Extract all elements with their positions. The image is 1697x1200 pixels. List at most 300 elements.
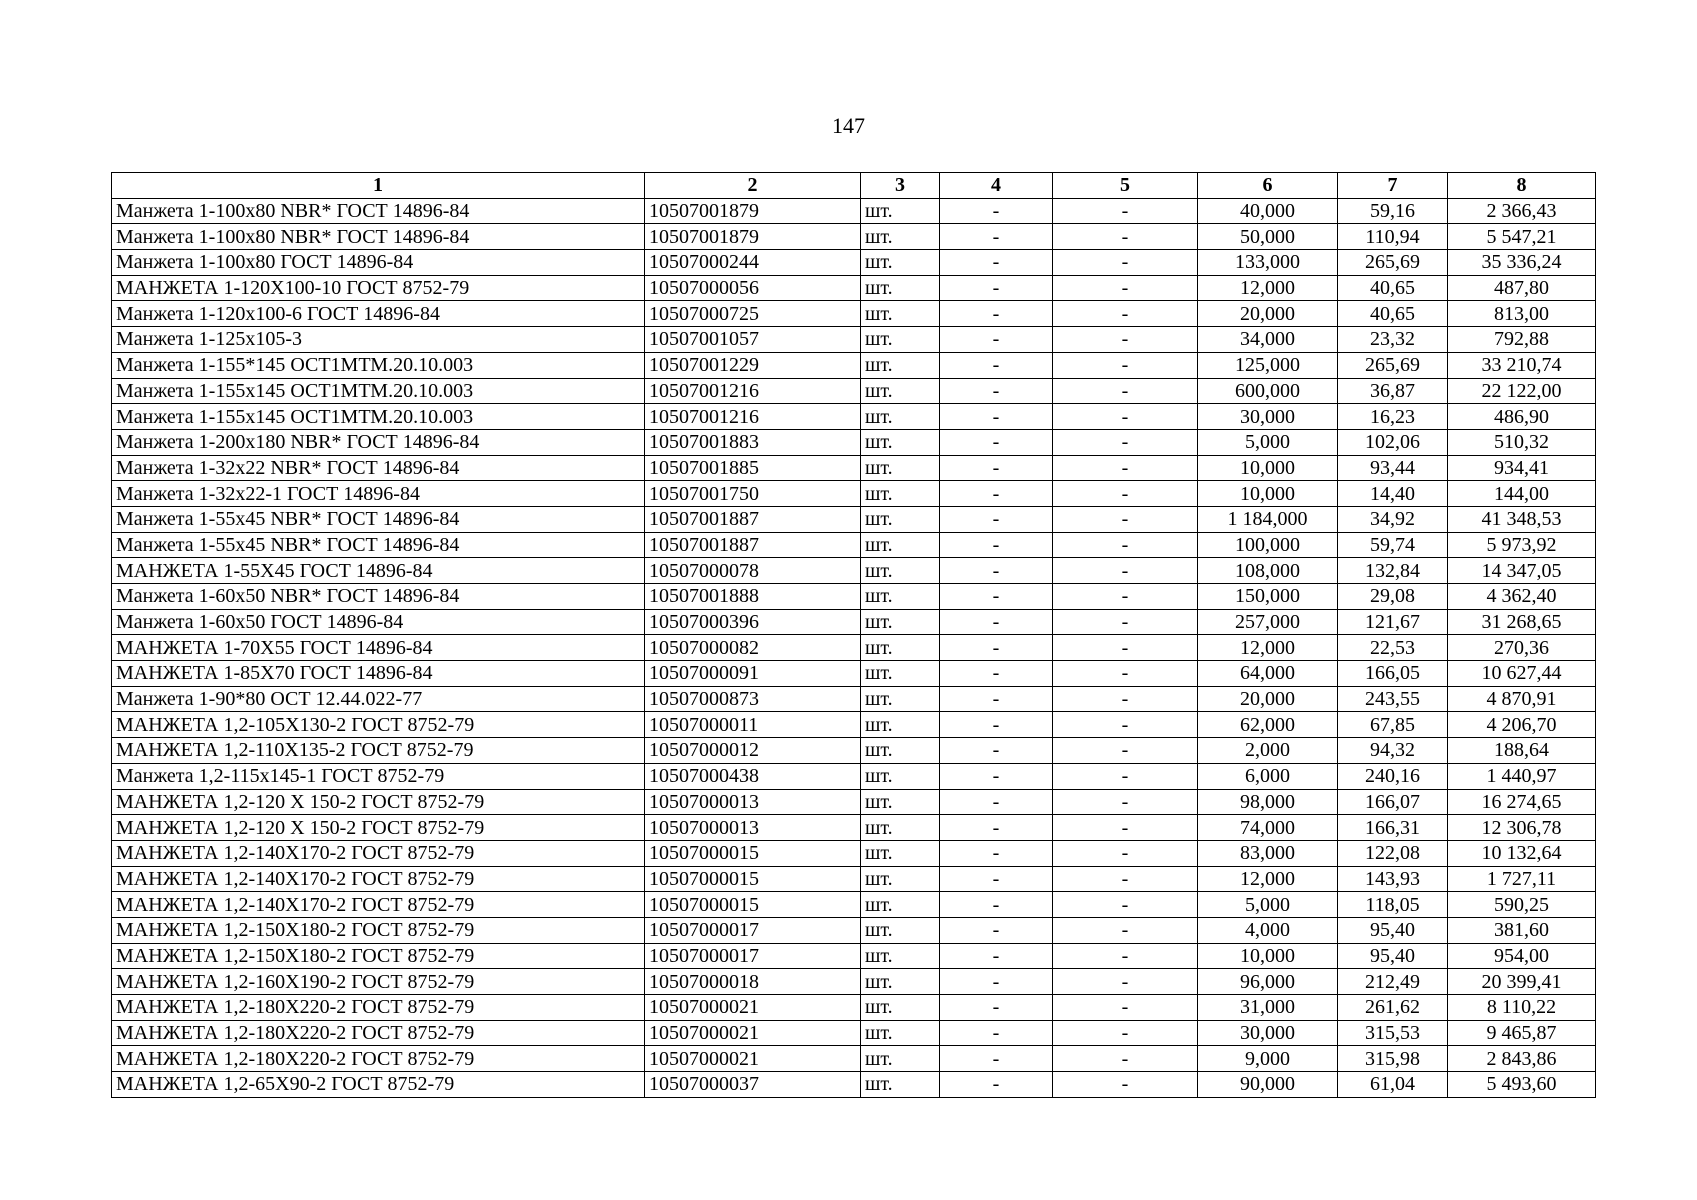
cell-col4: - (940, 1072, 1053, 1098)
cell-quantity: 98,000 (1198, 789, 1338, 815)
table-row (112, 558, 1596, 584)
table-row (112, 429, 1596, 455)
cell-unit: шт. (861, 866, 940, 892)
table-row (112, 327, 1596, 353)
cell-col5: - (1053, 327, 1198, 353)
cell-price: 36,87 (1338, 378, 1448, 404)
cell-item-name: Манжета 1-55х45 NBR* ГОСТ 14896-84 (112, 532, 645, 558)
cell-quantity: 64,000 (1198, 661, 1338, 687)
cell-col4: - (940, 404, 1053, 430)
cell-item-name: МАНЖЕТА 1,2-120 Х 150-2 ГОСТ 8752-79 (112, 815, 645, 841)
cell-col5: - (1053, 506, 1198, 532)
cell-col4: - (940, 917, 1053, 943)
cell-col5: - (1053, 558, 1198, 584)
cell-unit: шт. (861, 789, 940, 815)
cell-col5: - (1053, 1020, 1198, 1046)
cell-unit: шт. (861, 301, 940, 327)
cell-item-name: МАНЖЕТА 1-70Х55 ГОСТ 14896-84 (112, 635, 645, 661)
cell-col5: - (1053, 404, 1198, 430)
cell-price: 132,84 (1338, 558, 1448, 584)
cell-col4: - (940, 455, 1053, 481)
cell-price: 93,44 (1338, 455, 1448, 481)
cell-price: 166,07 (1338, 789, 1448, 815)
cell-quantity: 96,000 (1198, 969, 1338, 995)
cell-col5: - (1053, 840, 1198, 866)
cell-item-code: 10507000011 (645, 712, 861, 738)
cell-price: 240,16 (1338, 763, 1448, 789)
cell-item-name: МАНЖЕТА 1,2-180Х220-2 ГОСТ 8752-79 (112, 1020, 645, 1046)
cell-col5: - (1053, 969, 1198, 995)
cell-col4: - (940, 1020, 1053, 1046)
col-header-4: 4 (940, 173, 1053, 199)
cell-quantity: 6,000 (1198, 763, 1338, 789)
cell-item-name: Манжета 1-100х80 ГОСТ 14896-84 (112, 250, 645, 276)
cell-price: 95,40 (1338, 943, 1448, 969)
cell-sum: 9 465,87 (1448, 1020, 1596, 1046)
table-row (112, 301, 1596, 327)
table-row (112, 198, 1596, 224)
cell-item-name: Манжета 1-32х22 NBR* ГОСТ 14896-84 (112, 455, 645, 481)
cell-quantity: 10,000 (1198, 455, 1338, 481)
cell-quantity: 30,000 (1198, 1020, 1338, 1046)
cell-sum: 954,00 (1448, 943, 1596, 969)
cell-unit: шт. (861, 840, 940, 866)
cell-price: 121,67 (1338, 609, 1448, 635)
cell-price: 67,85 (1338, 712, 1448, 738)
cell-quantity: 5,000 (1198, 429, 1338, 455)
cell-item-code: 10507001229 (645, 352, 861, 378)
cell-sum: 270,36 (1448, 635, 1596, 661)
cell-price: 122,08 (1338, 840, 1448, 866)
table-row (112, 532, 1596, 558)
cell-quantity: 100,000 (1198, 532, 1338, 558)
cell-item-code: 10507000056 (645, 275, 861, 301)
cell-col4: - (940, 686, 1053, 712)
page-number: 147 (832, 113, 865, 138)
cell-price: 23,32 (1338, 327, 1448, 353)
cell-item-code: 10507000021 (645, 1046, 861, 1072)
cell-price: 102,06 (1338, 429, 1448, 455)
cell-item-name: Манжета 1-200х180 NBR* ГОСТ 14896-84 (112, 429, 645, 455)
cell-price: 16,23 (1338, 404, 1448, 430)
cell-col4: - (940, 558, 1053, 584)
cell-col4: - (940, 584, 1053, 610)
cell-col4: - (940, 866, 1053, 892)
cell-unit: шт. (861, 584, 940, 610)
table-row (112, 995, 1596, 1021)
cell-unit: шт. (861, 558, 940, 584)
cell-sum: 381,60 (1448, 917, 1596, 943)
cell-price: 95,40 (1338, 917, 1448, 943)
cell-item-code: 10507000015 (645, 892, 861, 918)
cell-item-name: МАНЖЕТА 1-120Х100-10 ГОСТ 8752-79 (112, 275, 645, 301)
cell-col5: - (1053, 429, 1198, 455)
cell-col4: - (940, 1046, 1053, 1072)
cell-price: 118,05 (1338, 892, 1448, 918)
cell-quantity: 5,000 (1198, 892, 1338, 918)
cell-sum: 1 727,11 (1448, 866, 1596, 892)
cell-unit: шт. (861, 1020, 940, 1046)
cell-col5: - (1053, 352, 1198, 378)
cell-sum: 10 627,44 (1448, 661, 1596, 687)
cell-item-code: 10507001883 (645, 429, 861, 455)
cell-unit: шт. (861, 352, 940, 378)
cell-price: 265,69 (1338, 352, 1448, 378)
cell-col4: - (940, 635, 1053, 661)
cell-item-name: МАНЖЕТА 1,2-160Х190-2 ГОСТ 8752-79 (112, 969, 645, 995)
cell-item-name: Манжета 1-60х50 ГОСТ 14896-84 (112, 609, 645, 635)
cell-col5: - (1053, 661, 1198, 687)
table-row (112, 481, 1596, 507)
cell-price: 22,53 (1338, 635, 1448, 661)
cell-quantity: 30,000 (1198, 404, 1338, 430)
cell-item-code: 10507000013 (645, 815, 861, 841)
cell-price: 40,65 (1338, 275, 1448, 301)
table-row (112, 789, 1596, 815)
table-row (112, 275, 1596, 301)
cell-item-code: 10507001887 (645, 532, 861, 558)
cell-col5: - (1053, 584, 1198, 610)
cell-item-code: 10507000013 (645, 789, 861, 815)
cell-sum: 487,80 (1448, 275, 1596, 301)
table-row (112, 1020, 1596, 1046)
cell-sum: 590,25 (1448, 892, 1596, 918)
cell-item-name: Манжета 1-60х50 NBR* ГОСТ 14896-84 (112, 584, 645, 610)
cell-unit: шт. (861, 969, 940, 995)
col-header-3: 3 (861, 173, 940, 199)
cell-unit: шт. (861, 815, 940, 841)
table-row (112, 738, 1596, 764)
cell-item-code: 10507001879 (645, 224, 861, 250)
cell-sum: 486,90 (1448, 404, 1596, 430)
cell-item-name: Манжета 1-55х45 NBR* ГОСТ 14896-84 (112, 506, 645, 532)
cell-col4: - (940, 327, 1053, 353)
cell-item-name: МАНЖЕТА 1,2-150Х180-2 ГОСТ 8752-79 (112, 943, 645, 969)
cell-sum: 20 399,41 (1448, 969, 1596, 995)
cell-item-name: Манжета 1-155*145 ОСТ1МТМ.20.10.003 (112, 352, 645, 378)
cell-unit: шт. (861, 250, 940, 276)
cell-unit: шт. (861, 404, 940, 430)
cell-item-name: Манжета 1-32х22-1 ГОСТ 14896-84 (112, 481, 645, 507)
cell-item-code: 10507000873 (645, 686, 861, 712)
cell-sum: 5 547,21 (1448, 224, 1596, 250)
cell-quantity: 20,000 (1198, 301, 1338, 327)
cell-unit: шт. (861, 763, 940, 789)
cell-sum: 1 440,97 (1448, 763, 1596, 789)
table-row (112, 840, 1596, 866)
cell-col5: - (1053, 224, 1198, 250)
cell-item-code: 10507001887 (645, 506, 861, 532)
cell-col5: - (1053, 995, 1198, 1021)
cell-col4: - (940, 378, 1053, 404)
cell-sum: 2 366,43 (1448, 198, 1596, 224)
cell-item-name: МАНЖЕТА 1,2-120 Х 150-2 ГОСТ 8752-79 (112, 789, 645, 815)
cell-quantity: 150,000 (1198, 584, 1338, 610)
table-row (112, 815, 1596, 841)
cell-col5: - (1053, 917, 1198, 943)
cell-price: 40,65 (1338, 301, 1448, 327)
cell-item-code: 10507000725 (645, 301, 861, 327)
cell-sum: 10 132,64 (1448, 840, 1596, 866)
table-row (112, 661, 1596, 687)
cell-unit: шт. (861, 429, 940, 455)
cell-col5: - (1053, 1072, 1198, 1098)
cell-item-code: 10507000017 (645, 917, 861, 943)
cell-item-code: 10507000438 (645, 763, 861, 789)
cell-price: 166,05 (1338, 661, 1448, 687)
cell-quantity: 1 184,000 (1198, 506, 1338, 532)
cell-quantity: 74,000 (1198, 815, 1338, 841)
cell-item-code: 10507001888 (645, 584, 861, 610)
table-row (112, 378, 1596, 404)
cell-unit: шт. (861, 455, 940, 481)
cell-unit: шт. (861, 609, 940, 635)
cell-item-name: Манжета 1-125х105-3 (112, 327, 645, 353)
cell-col4: - (940, 301, 1053, 327)
cell-col4: - (940, 892, 1053, 918)
cell-item-name: Манжета 1-90*80 ОСТ 12.44.022-77 (112, 686, 645, 712)
cell-col4: - (940, 815, 1053, 841)
cell-price: 315,98 (1338, 1046, 1448, 1072)
cell-col4: - (940, 198, 1053, 224)
cell-item-code: 10507001885 (645, 455, 861, 481)
cell-unit: шт. (861, 738, 940, 764)
cell-col4: - (940, 995, 1053, 1021)
cell-unit: шт. (861, 378, 940, 404)
table-row (112, 250, 1596, 276)
cell-sum: 31 268,65 (1448, 609, 1596, 635)
cell-price: 315,53 (1338, 1020, 1448, 1046)
cell-unit: шт. (861, 943, 940, 969)
cell-unit: шт. (861, 635, 940, 661)
cell-col4: - (940, 352, 1053, 378)
cell-item-code: 10507000037 (645, 1072, 861, 1098)
cell-item-code: 10507000082 (645, 635, 861, 661)
cell-unit: шт. (861, 532, 940, 558)
cell-price: 261,62 (1338, 995, 1448, 1021)
cell-sum: 792,88 (1448, 327, 1596, 353)
cell-item-code: 10507000396 (645, 609, 861, 635)
cell-quantity: 90,000 (1198, 1072, 1338, 1098)
cell-item-name: МАНЖЕТА 1-55Х45 ГОСТ 14896-84 (112, 558, 645, 584)
cell-unit: шт. (861, 892, 940, 918)
cell-unit: шт. (861, 661, 940, 687)
cell-item-name: МАНЖЕТА 1-85Х70 ГОСТ 14896-84 (112, 661, 645, 687)
cell-item-code: 10507000078 (645, 558, 861, 584)
cell-unit: шт. (861, 917, 940, 943)
cell-col5: - (1053, 301, 1198, 327)
cell-sum: 188,64 (1448, 738, 1596, 764)
cell-item-code: 10507000012 (645, 738, 861, 764)
table-row (112, 763, 1596, 789)
cell-quantity: 10,000 (1198, 943, 1338, 969)
col-header-8: 8 (1448, 173, 1596, 199)
table-row (112, 1072, 1596, 1098)
cell-item-name: Манжета 1-100х80 NBR* ГОСТ 14896-84 (112, 224, 645, 250)
cell-col5: - (1053, 378, 1198, 404)
cell-unit: шт. (861, 686, 940, 712)
cell-quantity: 2,000 (1198, 738, 1338, 764)
table-row (112, 506, 1596, 532)
cell-quantity: 12,000 (1198, 866, 1338, 892)
cell-sum: 4 206,70 (1448, 712, 1596, 738)
cell-col5: - (1053, 789, 1198, 815)
cell-unit: шт. (861, 224, 940, 250)
cell-col5: - (1053, 532, 1198, 558)
cell-col4: - (940, 840, 1053, 866)
cell-col4: - (940, 532, 1053, 558)
cell-col4: - (940, 789, 1053, 815)
cell-item-code: 10507001879 (645, 198, 861, 224)
cell-col4: - (940, 609, 1053, 635)
cell-unit: шт. (861, 995, 940, 1021)
cell-price: 212,49 (1338, 969, 1448, 995)
cell-col5: - (1053, 1046, 1198, 1072)
header-row (112, 173, 1596, 199)
cell-col4: - (940, 481, 1053, 507)
cell-item-name: Манжета 1-100х80 NBR* ГОСТ 14896-84 (112, 198, 645, 224)
cell-item-name: МАНЖЕТА 1,2-65Х90-2 ГОСТ 8752-79 (112, 1072, 645, 1098)
cell-quantity: 9,000 (1198, 1046, 1338, 1072)
cell-quantity: 31,000 (1198, 995, 1338, 1021)
cell-col5: - (1053, 455, 1198, 481)
table-row (112, 866, 1596, 892)
cell-price: 94,32 (1338, 738, 1448, 764)
cell-price: 143,93 (1338, 866, 1448, 892)
cell-sum: 4 362,40 (1448, 584, 1596, 610)
cell-item-name: МАНЖЕТА 1,2-150Х180-2 ГОСТ 8752-79 (112, 917, 645, 943)
cell-quantity: 20,000 (1198, 686, 1338, 712)
cell-item-name: МАНЖЕТА 1,2-180Х220-2 ГОСТ 8752-79 (112, 1046, 645, 1072)
cell-col4: - (940, 943, 1053, 969)
cell-col5: - (1053, 198, 1198, 224)
cell-item-code: 10507001750 (645, 481, 861, 507)
cell-price: 243,55 (1338, 686, 1448, 712)
cell-sum: 41 348,53 (1448, 506, 1596, 532)
cell-col5: - (1053, 609, 1198, 635)
cell-item-code: 10507000091 (645, 661, 861, 687)
col-header-5: 5 (1053, 173, 1198, 199)
cell-price: 29,08 (1338, 584, 1448, 610)
cell-item-code: 10507000021 (645, 1020, 861, 1046)
table-row (112, 635, 1596, 661)
cell-item-name: Манжета 1-120х100-6 ГОСТ 14896-84 (112, 301, 645, 327)
table-row (112, 1046, 1596, 1072)
cell-unit: шт. (861, 327, 940, 353)
cell-sum: 4 870,91 (1448, 686, 1596, 712)
cell-col4: - (940, 275, 1053, 301)
cell-sum: 8 110,22 (1448, 995, 1596, 1021)
cell-sum: 934,41 (1448, 455, 1596, 481)
table-row (112, 969, 1596, 995)
cell-col5: - (1053, 635, 1198, 661)
cell-unit: шт. (861, 1072, 940, 1098)
table-row (112, 455, 1596, 481)
cell-item-code: 10507000017 (645, 943, 861, 969)
cell-sum: 5 973,92 (1448, 532, 1596, 558)
cell-price: 265,69 (1338, 250, 1448, 276)
cell-unit: шт. (861, 506, 940, 532)
cell-item-code: 10507000015 (645, 866, 861, 892)
cell-price: 110,94 (1338, 224, 1448, 250)
table-row (112, 224, 1596, 250)
cell-price: 59,74 (1338, 532, 1448, 558)
cell-quantity: 108,000 (1198, 558, 1338, 584)
cell-col4: - (940, 763, 1053, 789)
cell-quantity: 600,000 (1198, 378, 1338, 404)
cell-quantity: 50,000 (1198, 224, 1338, 250)
cell-col4: - (940, 250, 1053, 276)
cell-item-name: МАНЖЕТА 1,2-140Х170-2 ГОСТ 8752-79 (112, 892, 645, 918)
cell-item-code: 10507001216 (645, 378, 861, 404)
col-header-7: 7 (1338, 173, 1448, 199)
table-row (112, 917, 1596, 943)
cell-quantity: 83,000 (1198, 840, 1338, 866)
cell-quantity: 125,000 (1198, 352, 1338, 378)
cell-quantity: 133,000 (1198, 250, 1338, 276)
cell-col5: - (1053, 250, 1198, 276)
cell-item-name: Манжета 1-155х145 ОСТ1МТМ.20.10.003 (112, 404, 645, 430)
cell-col4: - (940, 712, 1053, 738)
cell-col5: - (1053, 866, 1198, 892)
cell-item-name: Манжета 1,2-115х145-1 ГОСТ 8752-79 (112, 763, 645, 789)
cell-sum: 813,00 (1448, 301, 1596, 327)
cell-price: 59,16 (1338, 198, 1448, 224)
cell-quantity: 257,000 (1198, 609, 1338, 635)
cell-price: 14,40 (1338, 481, 1448, 507)
cell-item-name: МАНЖЕТА 1,2-110Х135-2 ГОСТ 8752-79 (112, 738, 645, 764)
cell-sum: 16 274,65 (1448, 789, 1596, 815)
cell-unit: шт. (861, 1046, 940, 1072)
cell-col5: - (1053, 943, 1198, 969)
cell-item-code: 10507001216 (645, 404, 861, 430)
cell-quantity: 4,000 (1198, 917, 1338, 943)
cell-unit: шт. (861, 275, 940, 301)
cell-item-name: МАНЖЕТА 1,2-180Х220-2 ГОСТ 8752-79 (112, 995, 645, 1021)
cell-col4: - (940, 738, 1053, 764)
cell-sum: 33 210,74 (1448, 352, 1596, 378)
cell-col5: - (1053, 686, 1198, 712)
cell-item-code: 10507000021 (645, 995, 861, 1021)
cell-col5: - (1053, 763, 1198, 789)
cell-quantity: 10,000 (1198, 481, 1338, 507)
col-header-2: 2 (645, 173, 861, 199)
cell-item-name: МАНЖЕТА 1,2-140Х170-2 ГОСТ 8752-79 (112, 840, 645, 866)
table-body (112, 198, 1596, 1097)
inventory-table (111, 172, 1596, 1098)
cell-unit: шт. (861, 712, 940, 738)
cell-col5: - (1053, 738, 1198, 764)
cell-col4: - (940, 969, 1053, 995)
table-row (112, 892, 1596, 918)
cell-item-name: Манжета 1-155х145 ОСТ1МТМ.20.10.003 (112, 378, 645, 404)
cell-quantity: 12,000 (1198, 635, 1338, 661)
cell-item-code: 10507000018 (645, 969, 861, 995)
cell-unit: шт. (861, 481, 940, 507)
table-row (112, 404, 1596, 430)
cell-sum: 22 122,00 (1448, 378, 1596, 404)
cell-col5: - (1053, 481, 1198, 507)
col-header-1: 1 (112, 173, 645, 199)
table-row (112, 609, 1596, 635)
cell-col4: - (940, 224, 1053, 250)
cell-quantity: 12,000 (1198, 275, 1338, 301)
table-row (112, 943, 1596, 969)
cell-price: 166,31 (1338, 815, 1448, 841)
cell-sum: 14 347,05 (1448, 558, 1596, 584)
cell-sum: 35 336,24 (1448, 250, 1596, 276)
cell-col5: - (1053, 712, 1198, 738)
